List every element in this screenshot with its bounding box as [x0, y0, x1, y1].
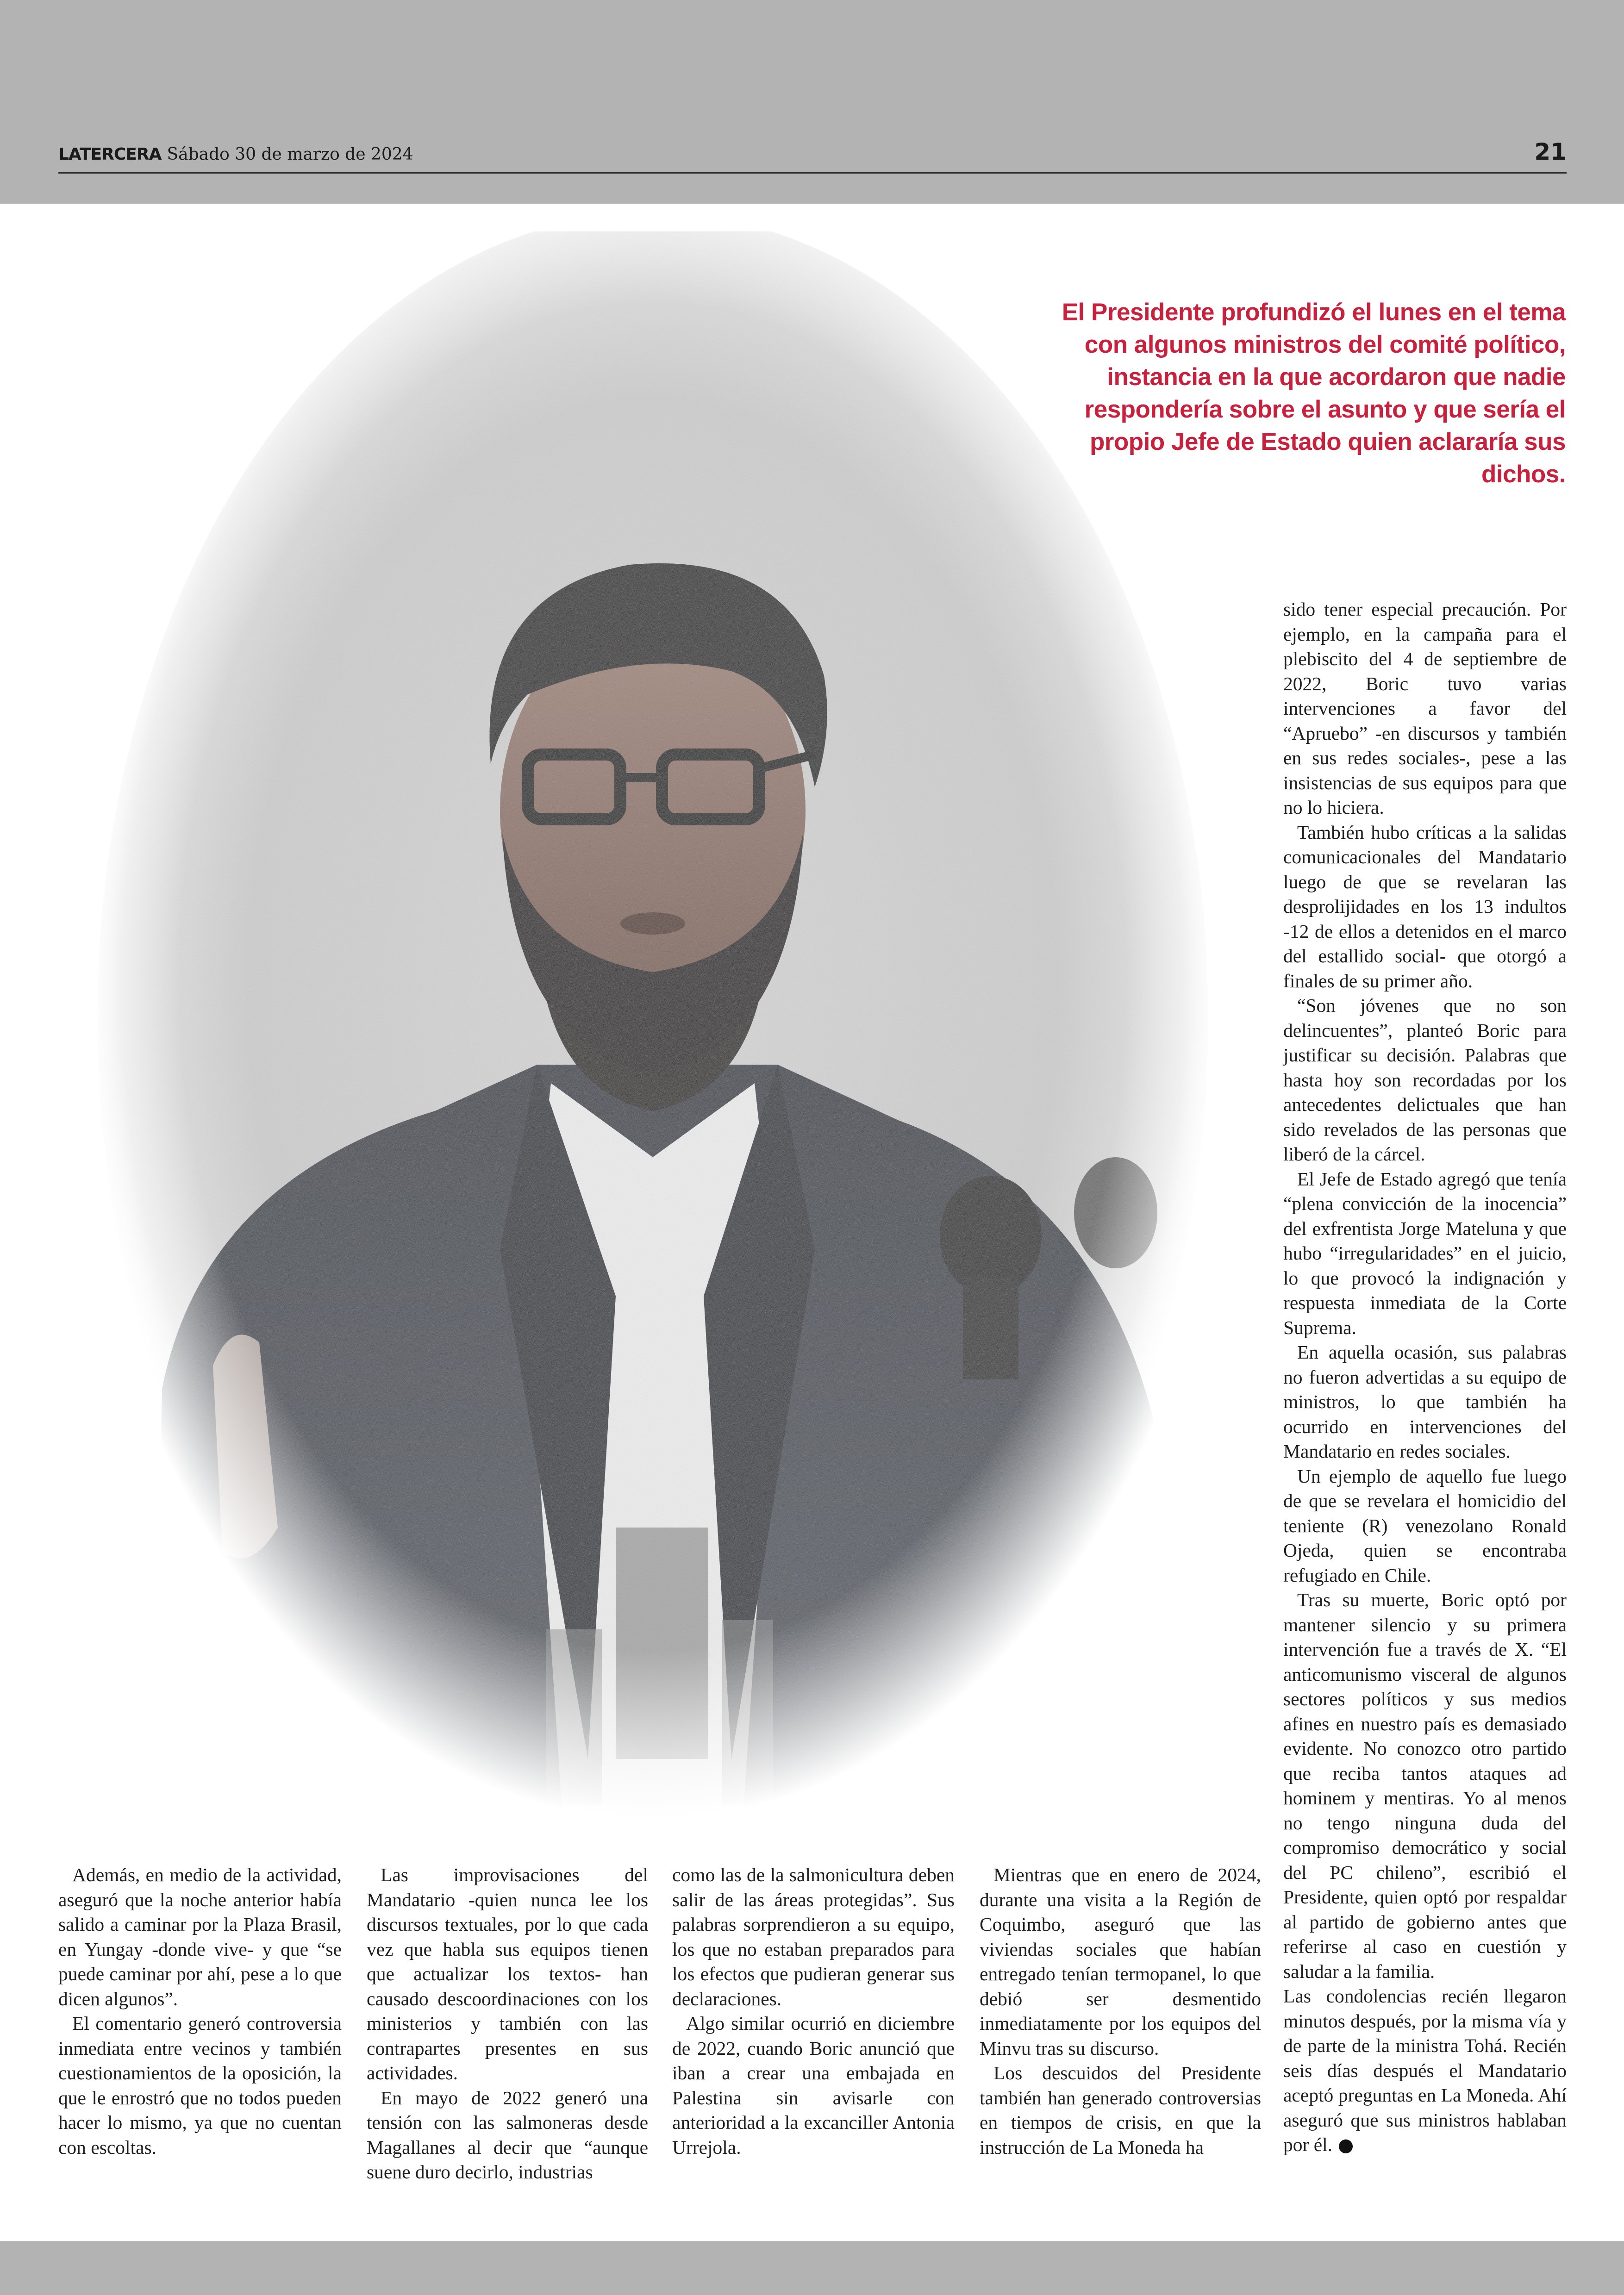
pull-quote: El Presidente profundizó el lunes en el tema con algunos ministros del comité político, instancia en la que acordaron que nadie respondería sobre el asunto y que sería el propio Jefe de Estado quien aclararía sus dichos.: [1062, 299, 1566, 488]
paragraph-continued: sido tener especial precaución. Por ejemplo, en la campaña para el plebiscito del 4 de septiembre de 2022, Boric tuvo varias intervenciones a favor del “Apruebo” -en discursos y también en sus redes sociales-, pese a las insistencias de sus equipos para que no lo hiciera.: [1283, 599, 1567, 818]
paragraph: El comentario generó controversia inmediata entre vecinos y también cuestionamientos de la oposición, la que le enrostró que no todos pueden hacer lo mismo, ya que no cuentan con escoltas.: [58, 2013, 342, 2158]
paragraph: “Son jóvenes que no son delincuentes”, planteó Boric para justificar su decisión. Palabras que hasta hoy son recordadas por los antecedentes delictuales que han sido revelados de las personas que liberó de la cárcel.: [1283, 995, 1567, 1165]
paragraph: Mientras que en enero de 2024, durante una visita a la Región de Coquimbo, aseguró que las viviendas sociales que habían entregado tenían termopanel, lo que debió ser desmentido inmediatamente por los equipos del Minvu tras su discurso.: [980, 1864, 1261, 2059]
masthead: [58, 142, 413, 168]
paragraph-final: [1283, 1984, 1567, 2158]
article-column-2: [367, 1863, 648, 2185]
paragraph: Algo similar ocurrió en diciembre de 2022, cuando Boric anunció que iban a crear una embajada en Palestina sin avisarle con anterioridad a la excanciller Antonia Urrejola.: [672, 2013, 955, 2158]
paragraph: Las improvisaciones del Mandatario -quien nunca lee los discursos textuales, por lo que cada vez que habla sus equipos tienen que actualizar los textos- han causado descoordinaciones con los ministerios y también con las contrapartes presentes en sus actividades.: [367, 1864, 648, 2083]
paragraph-continued: como las de la salmonicultura deben salir de las áreas protegidas”. Sus palabras sorprendieron a su equipo, los que no estaban preparados para los efectos que pudieran generar sus declaraciones.: [672, 1864, 955, 2009]
paragraph: Tras su muerte, Boric optó por mantener silencio y su primera intervención fue a través de X. “El anticomunismo visceral de algunos sectores políticos y sus medios afines en nuestro país es demasiado evidente. No conozco otro partido que reciba tantos ataques ad hominem y mentiras. Yo al menos no tengo ninguna duda del compromiso democrático y social del PC chileno”, escribió el Presidente, quien optó por respaldar al partido de gobierno antes que referirse al caso en cuestión y saludar a la familia.: [1283, 1589, 1567, 1982]
page-number: 21: [1534, 138, 1567, 165]
newspaper-brand: LATERCERA: [58, 145, 162, 164]
article-column-4: [980, 1863, 1261, 2160]
footer-band: [0, 2241, 1624, 2295]
article-column-5: [1283, 597, 1567, 2158]
paragraph: También hubo críticas a la salidas comunicacionales del Mandatario luego de que se revelaran las desprolijidades en los 13 indultos -12 de ellos a detenidos en el marco del estallido social- que otorgó a finales de su primer año.: [1283, 821, 1567, 992]
article-column-1: [58, 1863, 342, 2160]
paragraph: Un ejemplo de aquello fue luego de que se revelara el homicidio del teniente (R) venezolano Ronald Ojeda, quien se encontraba refugiado en Chile.: [1283, 1465, 1567, 1586]
end-of-article-icon: [1339, 2139, 1353, 2153]
paragraph: Los descuidos del Presidente también han generado controversias en tiempos de crisis, en que la instrucción de La Moneda ha: [980, 2062, 1261, 2158]
paragraph: En mayo de 2022 generó una tensión con las salmoneras desde Magallanes al decir que “aunque suene duro decirlo, industrias: [367, 2087, 648, 2183]
article-column-3: [672, 1863, 955, 2160]
paragraph: En aquella ocasión, sus palabras no fueron advertidas a su equipo de ministros, lo que también ha ocurrido en intervenciones del Mandatario en redes sociales.: [1283, 1341, 1567, 1462]
paragraph: Además, en medio de la actividad, aseguró que la noche anterior había salido a caminar por la Plaza Brasil, en Yungay -donde vive- y que “se puede caminar por ahí, pese a lo que dicen algunos”.: [58, 1864, 342, 2009]
paragraph: El Jefe de Estado agregó que tenía “plena convicción de la inocencia” del exfrentista Jorge Mateluna y que hubo “irregularidades” en el juicio, lo que provocó la indignación y respuesta inmediata de la Corte Suprema.: [1283, 1168, 1567, 1338]
final-text: Las condolencias recién llegaron minutos después, por la misma vía y de parte de la ministra Tohá. Recién seis días después el Mandatario aceptó preguntas en La Moneda. Ahí aseguró que sus ministros hablaban por él.: [1283, 1985, 1567, 2155]
header-rule: [58, 172, 1567, 174]
issue-date: Sábado 30 de marzo de 2024: [167, 145, 413, 164]
